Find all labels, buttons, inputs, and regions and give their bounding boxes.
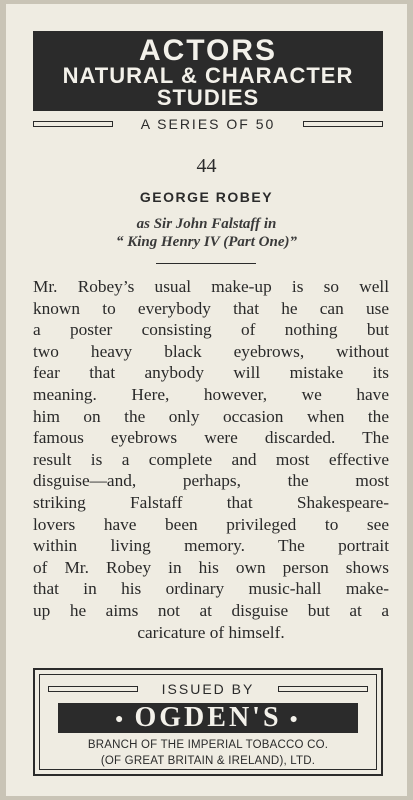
branch-line-1: BRANCH OF THE IMPERIAL TOBACCO CO. — [87, 739, 329, 751]
role-line-1: as Sir John Falstaff in — [136, 216, 277, 232]
description-line: him on the only occasion when the — [33, 406, 389, 426]
decorative-bar-left — [48, 686, 138, 692]
description-line: two heavy black eyebrows, without — [33, 341, 389, 361]
title-line-3: STUDIES — [156, 85, 260, 110]
description-line: disguise—and, perhaps, the most — [33, 471, 389, 491]
series-label: A SERIES OF 50 — [140, 116, 276, 132]
brand-name: OGDEN'S — [134, 702, 282, 733]
issued-by-label: ISSUED BY — [161, 681, 255, 697]
description-line: that in his ordinary music-hall make- — [33, 579, 389, 599]
divider — [156, 263, 256, 264]
description-line: result is a complete and most effective — [33, 449, 389, 469]
role-line-2: “ King Henry IV (Part One)” — [116, 234, 297, 250]
description-line-last: caricature of himself. — [137, 622, 285, 642]
title-banner — [33, 31, 383, 111]
description-line: famous eyebrows were discarded. The — [33, 428, 389, 448]
series-row — [33, 116, 383, 136]
description-line: meaning. Here, however, we have — [33, 384, 389, 404]
cigarette-card — [6, 4, 407, 796]
title-line-2: NATURAL & CHARACTER — [62, 63, 354, 88]
issuer-panel-inner — [39, 674, 377, 770]
description-line: Mr. Robey’s usual make-up is so well — [33, 277, 389, 296]
description-line: up he aims not at disguise but at a — [33, 600, 389, 620]
decorative-bar-right — [278, 686, 368, 692]
actor-name: GEORGE ROBEY — [139, 189, 274, 205]
decorative-bar-right — [303, 121, 383, 127]
description-line: known to everybody that he can use — [33, 298, 389, 318]
issuer-panel — [33, 668, 383, 776]
decorative-bar-left — [33, 121, 113, 127]
title-line-1: ACTORS — [138, 34, 278, 67]
description-text — [33, 276, 389, 643]
description-line: of Mr. Robey in his own person shows — [33, 557, 389, 577]
branch-line-2: (OF GREAT BRITAIN & IRELAND), LTD. — [100, 755, 316, 767]
description-line: lovers have been privileged to see — [33, 514, 389, 534]
description-line: a poster consisting of nothing but — [33, 320, 389, 340]
brand-banner — [58, 703, 358, 733]
dot-ornament-icon: ● — [115, 711, 127, 727]
description-line: striking Falstaff that Shakespeare- — [33, 492, 389, 512]
dot-ornament-icon: ● — [289, 711, 301, 727]
description-line: fear that anybody will mistake its — [33, 363, 389, 383]
issued-by-row — [40, 681, 376, 699]
description-line: within living memory. The portrait — [33, 536, 389, 556]
card-number: 44 — [196, 155, 217, 177]
